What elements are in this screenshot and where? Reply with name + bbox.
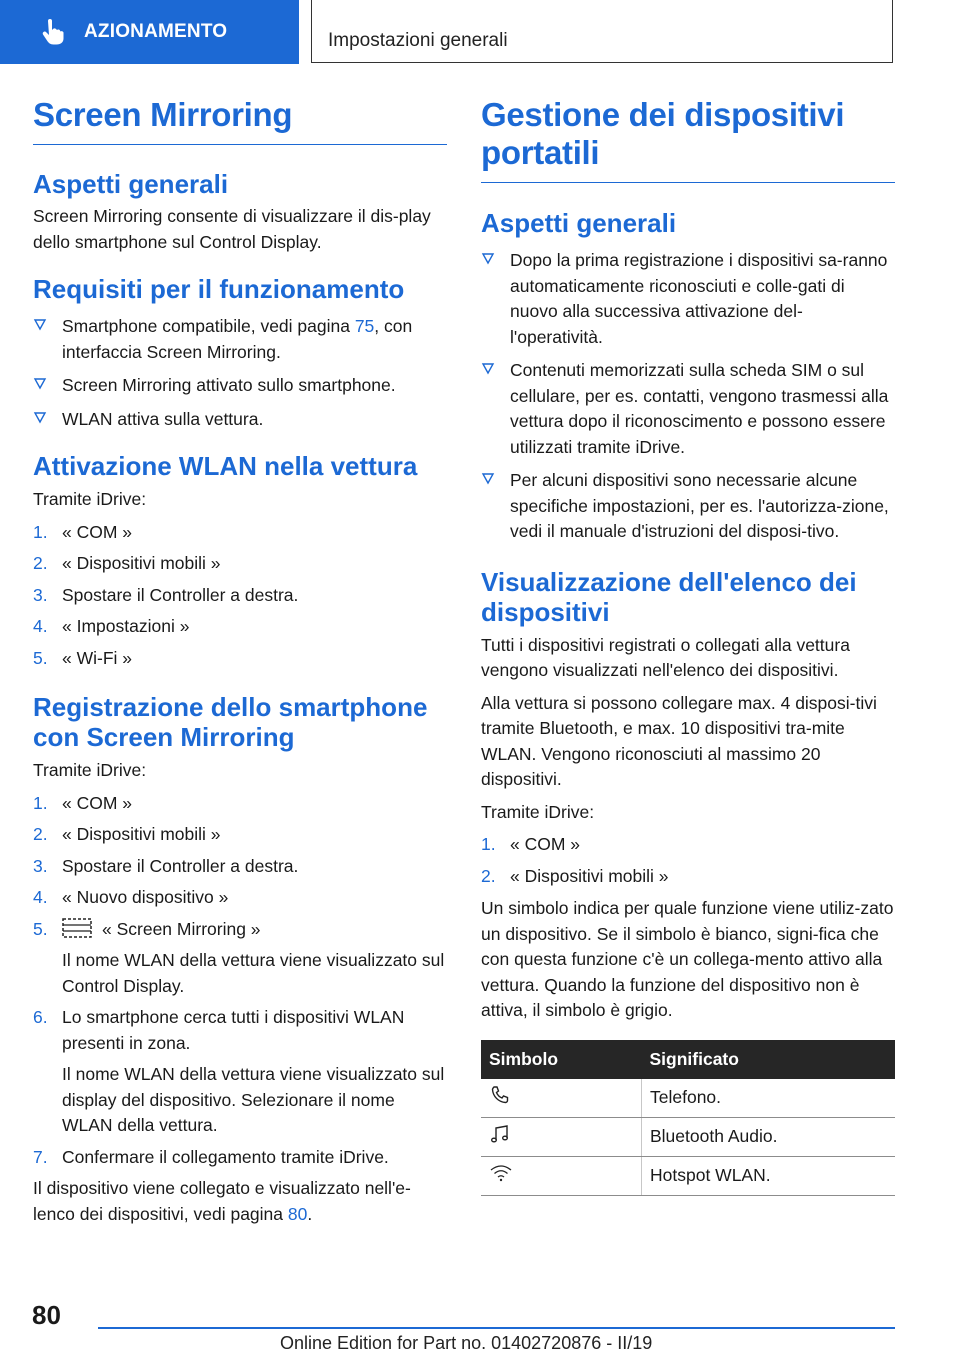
meaning-cell: Bluetooth Audio.	[642, 1117, 896, 1156]
phone-icon	[489, 1084, 511, 1106]
meaning-cell: Hotspot WLAN.	[642, 1156, 896, 1195]
right-column	[481, 96, 895, 1196]
bullet-text: Screen Mirroring attivato sullo smartphone.	[62, 375, 396, 395]
bullet-item	[33, 314, 447, 365]
paragraph-text: Il dispositivo viene collegato e visualizzato nell'e-lenco dei dispositivi, vedi pagina	[33, 1178, 411, 1224]
page-link[interactable]: 75	[354, 316, 375, 336]
paragraph: Tramite iDrive:	[33, 489, 147, 509]
footer-divider	[98, 1327, 895, 1329]
list-item	[33, 791, 447, 817]
list-text: « COM »	[62, 792, 133, 813]
bullet-item	[481, 358, 895, 460]
triangle-bullet-icon	[33, 317, 47, 331]
bullet-item	[481, 468, 895, 545]
bullet-item	[33, 373, 447, 399]
pointing-hand-icon	[38, 18, 66, 46]
symbol-cell	[481, 1117, 642, 1156]
list-note: Il nome WLAN della vettura viene visualizzato sul Control Display.	[62, 950, 445, 996]
symbol-table	[481, 1040, 895, 1196]
screen-mirroring-icon	[62, 918, 92, 938]
list-item	[33, 583, 447, 609]
list-text: « Dispositivi mobili »	[62, 824, 221, 844]
list-item	[33, 1145, 447, 1171]
page-title-left: Screen Mirroring	[33, 96, 447, 145]
list-text: « COM »	[62, 521, 133, 542]
page-link[interactable]: 80	[287, 1203, 308, 1224]
section-header	[311, 0, 893, 63]
list-number: 6.	[33, 1007, 48, 1027]
list-item	[33, 885, 447, 911]
paragraph: Tutti i dispositivi registrati o collegati alla vettura vengono visualizzati nell'elenco dei dispositivi.	[481, 634, 850, 680]
list-item	[33, 551, 447, 577]
list-number: 2.	[481, 865, 496, 886]
chapter-tab	[0, 0, 299, 64]
symbol-cell	[481, 1156, 642, 1195]
heading-registrazione: Registrazione dello smartphone con Screen Mirroring	[33, 692, 428, 752]
wifi-icon	[489, 1163, 513, 1183]
list-number: 1.	[481, 834, 496, 854]
table-row	[481, 1156, 895, 1195]
list-item	[33, 520, 447, 546]
heading-attivazione-wlan: Attivazione WLAN nella vettura	[33, 451, 418, 481]
list-text: Confermare il collegamento tramite iDrive.	[62, 1146, 389, 1167]
list-text: « Nuovo dispositivo »	[62, 887, 229, 907]
list-number: 2.	[33, 553, 48, 573]
list-number: 5.	[33, 918, 48, 939]
paragraph: Tramite iDrive:	[481, 801, 595, 822]
bullet-text: Dopo la prima registrazione i dispositivi sa-ranno automaticamente riconosciuti e colle-gati di nuovo alla successiva attivazione del-l'operatività.	[510, 250, 888, 347]
list-text: « Screen Mirroring »	[102, 918, 261, 939]
bullet-text: Smartphone compatibile, vedi pagina	[62, 316, 355, 336]
heading-aspetti-generali-right: Aspetti generali	[481, 208, 677, 238]
list-item	[33, 614, 447, 640]
bullet-item	[33, 407, 447, 433]
list-number: 5.	[33, 647, 48, 668]
list-text: Spostare il Controller a destra.	[62, 584, 299, 605]
list-number: 3.	[33, 584, 48, 605]
bullet-text: WLAN attiva sulla vettura.	[62, 408, 264, 429]
list-item	[481, 864, 895, 890]
bullet-text: , con interfaccia Screen Mirroring.	[62, 316, 413, 362]
paragraph: Screen Mirroring consente di visualizzare il dis-play dello smartphone sul Control Display.	[33, 206, 431, 252]
list-text: Lo smartphone cerca tutti i dispositivi WLAN presenti in zona.	[62, 1007, 405, 1053]
list-text: « Impostazioni »	[62, 616, 190, 636]
list-item	[33, 917, 447, 943]
list-item	[33, 646, 447, 672]
list-item	[33, 854, 447, 880]
list-text: « Dispositivi mobili »	[510, 865, 669, 886]
paragraph: Tramite iDrive:	[33, 760, 147, 780]
bullet-text: Contenuti memorizzati sulla scheda SIM o sul cellulare, per es. contatti, vengono trasmessi alla vettura dopo il riconoscimento e possono essere utilizzati tramite iDrive.	[510, 360, 889, 457]
list-number: 1.	[33, 792, 48, 813]
list-number: 4.	[33, 616, 48, 636]
table-row	[481, 1079, 895, 1118]
meaning-cell: Telefono.	[642, 1079, 896, 1118]
page-title-right: Gestione dei dispositivi portatili	[481, 96, 895, 183]
list-text: « Dispositivi mobili »	[62, 553, 221, 573]
triangle-bullet-icon	[33, 410, 47, 424]
list-item	[481, 832, 895, 858]
list-number: 1.	[33, 521, 48, 542]
section-title: Impostazioni generali	[328, 30, 508, 51]
left-column	[33, 96, 447, 1227]
footer-edition-text: Online Edition for Part no. 01402720876 - II/19	[280, 1333, 653, 1353]
bullet-text: Per alcuni dispositivi sono necessarie alcune specifiche impostazioni, per es. l'autorizza-zione, vedi il manuale d'istruzioni del disposi-tivo.	[510, 470, 889, 541]
footer-edition	[280, 1333, 652, 1354]
list-note: Il nome WLAN della vettura viene visualizzato sul display del dispositivo. Selezionare il nome WLAN della vettura.	[62, 1064, 445, 1135]
paragraph: Alla vettura si possono collegare max. 4 disposi-tivi tramite Bluetooth, e max. 10 dispositivi tra-mite WLAN. Vengono riconosciuti al massimo 20 dispositivi.	[481, 692, 877, 789]
heading-requisiti: Requisiti per il funzionamento	[33, 274, 405, 304]
heading-aspetti-generali: Aspetti generali	[33, 169, 229, 199]
list-text: « COM »	[510, 834, 581, 854]
music-note-icon	[489, 1123, 511, 1145]
list-text: Spostare il Controller a destra.	[62, 855, 299, 876]
list-item	[33, 1005, 447, 1056]
triangle-bullet-icon	[33, 376, 47, 390]
triangle-bullet-icon	[481, 361, 495, 375]
column-header: Significato	[642, 1040, 896, 1079]
list-item	[33, 822, 447, 848]
list-number: 3.	[33, 855, 48, 876]
list-number: 7.	[33, 1146, 48, 1167]
heading-elenco-dispositivi: Visualizzazione dell'elenco dei dispositivi	[481, 566, 857, 627]
column-header: Simbolo	[481, 1040, 642, 1079]
triangle-bullet-icon	[481, 251, 495, 265]
paragraph: Un simbolo indica per quale funzione viene utiliz-zato un dispositivo. Se il simbolo è bianco, signi-fica che con questa funzione c'è un collega-mento attivo alla vettura. Quando la funzione del dispositivo non è attiva, il simbolo è grigio.	[481, 898, 894, 1020]
chapter-title: AZIONAMENTO	[84, 21, 228, 42]
list-number: 2.	[33, 824, 48, 844]
paragraph-text: .	[307, 1203, 313, 1224]
bullet-item	[481, 248, 895, 350]
triangle-bullet-icon	[481, 471, 495, 485]
table-header-row	[481, 1040, 895, 1079]
table-row	[481, 1117, 895, 1156]
list-text: « Wi-Fi »	[62, 647, 132, 668]
symbol-cell	[481, 1079, 642, 1118]
list-number: 4.	[33, 887, 48, 907]
page-number: 80	[32, 1300, 61, 1330]
paragraph	[33, 1176, 447, 1227]
